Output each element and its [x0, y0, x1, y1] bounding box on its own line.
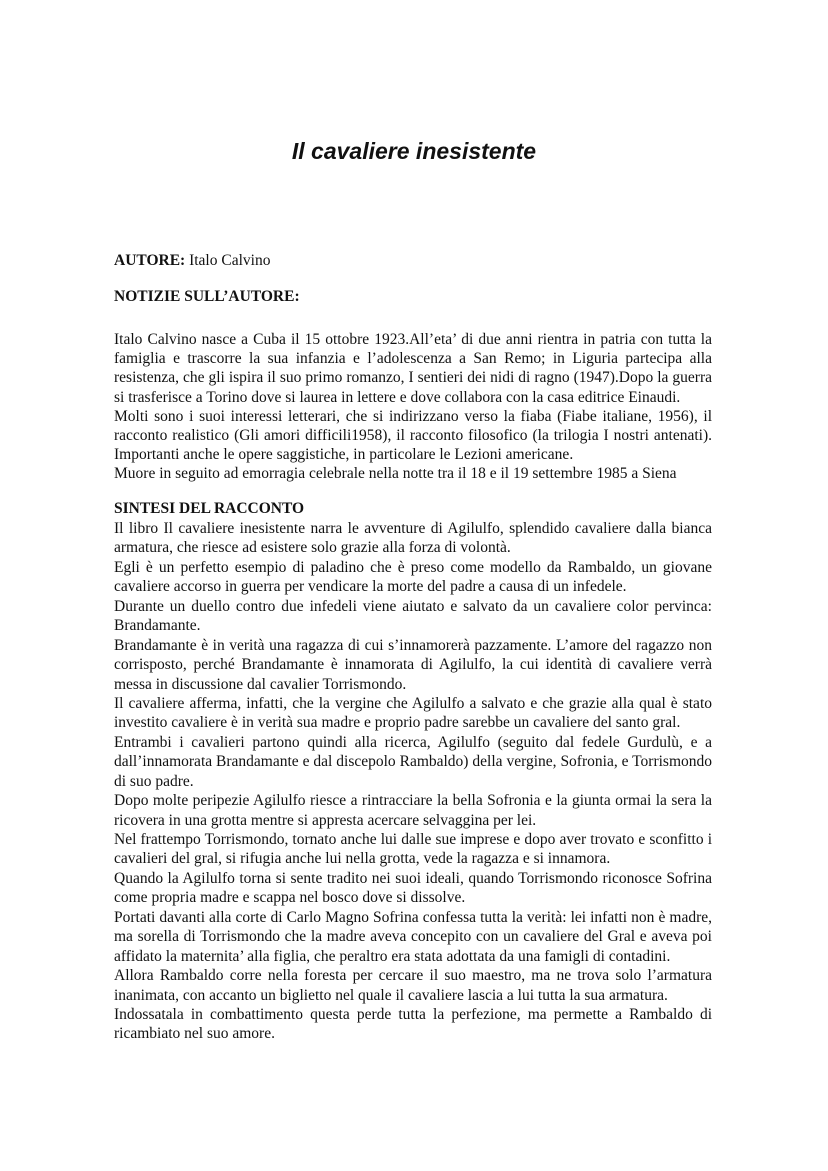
text-line: Indossatala in combattimento questa perde tutta la perfezione, ma permette a Rambaldo di — [114, 1005, 712, 1023]
sintesi-heading — [114, 500, 712, 518]
text-line: Molti sono i suoi interessi letterari, che si indirizzano verso la fiaba (Fiabe italiane, 1956), il — [114, 407, 712, 425]
notizie-paragraphs — [114, 330, 712, 484]
text-line: Egli è un perfetto esempio di paladino che è preso come modello da Rambaldo, un giovane — [114, 558, 712, 576]
text-line: Brandamante è in verità una ragazza di cui s’innamorerà pazzamente. L’amore del ragazzo non — [114, 636, 712, 654]
text-line: messa in discussione dal cavalier Torrismondo. — [114, 675, 407, 693]
text-line: famiglia e trascorre la sua infanzia e l’adolescenza a San Remo; in Liguria partecipa alla — [114, 350, 712, 368]
text-line: Durante un duello contro due infedeli viene aiutato e salvato da un cavaliere color pervinca: — [114, 597, 712, 615]
notizie-heading — [114, 288, 712, 306]
notizie-heading-text: NOTIZIE SULL’AUTORE: — [114, 288, 300, 305]
text-line: ricambiato nel suo amore. — [114, 1025, 275, 1043]
sintesi-paragraphs — [114, 519, 712, 1044]
text-line: Italo Calvino nasce a Cuba il 15 ottobre 1923.All’eta’ di due anni rientra in patria con tutta la — [114, 331, 712, 348]
text-line: Il libro Il cavaliere inesistente narra le avventure di Agilulfo, splendido cavaliere dalla bianca — [114, 520, 712, 537]
text-line: investito cavaliere è in verità sua madre e proprio padre sarebbe un cavaliere del santo gral. — [114, 714, 681, 732]
document-title: Il cavaliere inesistente — [291, 138, 537, 164]
text-line: corrisposto, perché Brandamante è innamorata di Agilulfo, la cui identità di cavaliere verrà — [114, 656, 712, 674]
text-line: Allora Rambaldo corre nella foresta per cercare il suo maestro, ma ne trova solo l’armatura — [114, 967, 712, 985]
text-line: ma sorella di Torrismondo che la madre aveva concepito con un cavaliere del Gral e aveva poi — [114, 928, 712, 946]
text-line: cavalieri del gral, si rifugia anche lui nella grotta, vede la ragazza e si innamora. — [114, 850, 611, 868]
text-line: Importanti anche le opere saggistiche, in particolare le Lezioni americane. — [114, 446, 574, 464]
sintesi-heading-text: SINTESI DEL RACCONTO — [114, 500, 305, 517]
text-line: Entrambi i cavalieri partono quindi alla ricerca, Agilulfo (seguito dal fedele Gurdulù, e a — [114, 733, 712, 751]
text-line: Il cavaliere afferma, infatti, che la vergine che Agilulfo a salvato e che grazie alla qual è stato — [114, 694, 712, 712]
text-line: come propria madre e scappa nel bosco dove si dissolve. — [114, 889, 466, 907]
author-name: Italo Calvino — [189, 252, 271, 269]
text-line: Brandamante. — [114, 617, 201, 635]
text-line: racconto realistico (Gli amori difficili1958), il racconto filosofico (la trilogia I nostri antenati). — [114, 426, 712, 444]
text-line: cavaliere accorso in guerra per vendicare la morte del padre a causa di un infedele. — [114, 578, 627, 596]
text-line: dall’innamorata Brandamante e dal discepolo Rambaldo) della vergine, Sofronia, e Torrismondo — [114, 753, 712, 771]
text-line: si trasferisce a Torino dove si laurea in lettere e dove collabora con la casa editrice Einaudi. — [114, 388, 681, 406]
text-line: ricovera in una grotta mentre si appresta acercare selvaggina per lei. — [114, 811, 537, 829]
text-line: Nel frattempo Torrismondo, tornato anche lui dalle sue imprese e dopo aver trovato e sconfitto i — [114, 831, 712, 848]
author-label: AUTORE: — [114, 252, 186, 269]
text-line: Muore in seguito ad emorragia celebrale nella notte tra il 18 e il 19 settembre 1985 a Siena — [114, 465, 677, 483]
text-line: armatura, che riesce ad esistere solo grazie alla forza di volontà. — [114, 539, 511, 557]
text-line: affidato la maternita’ alla figlia, che peraltro era stata adottata da una famigli di contadini. — [114, 947, 671, 965]
text-line: Dopo molte peripezie Agilulfo riesce a rintracciare la bella Sofronia e la giunta ormai la sera la — [114, 792, 712, 810]
author-line — [114, 252, 712, 270]
text-line: di suo padre. — [114, 772, 194, 790]
text-line: resistenza, che gli ispira il suo primo romanzo, I sentieri dei nidi di ragno (1947).Dopo la guerra — [114, 369, 712, 387]
text-line: Quando la Agilulfo torna si sente tradito nei suoi ideali, quando Torrismondo riconosce Sofrina — [114, 869, 712, 887]
text-line: Portati davanti alla corte di Carlo Magno Sofrina confessa tutta la verità: lei infatti non è madre, — [114, 908, 712, 926]
text-line: inanimata, con accanto un biglietto nel quale il cavaliere lascia a lui tutta la sua armatura. — [114, 986, 668, 1004]
